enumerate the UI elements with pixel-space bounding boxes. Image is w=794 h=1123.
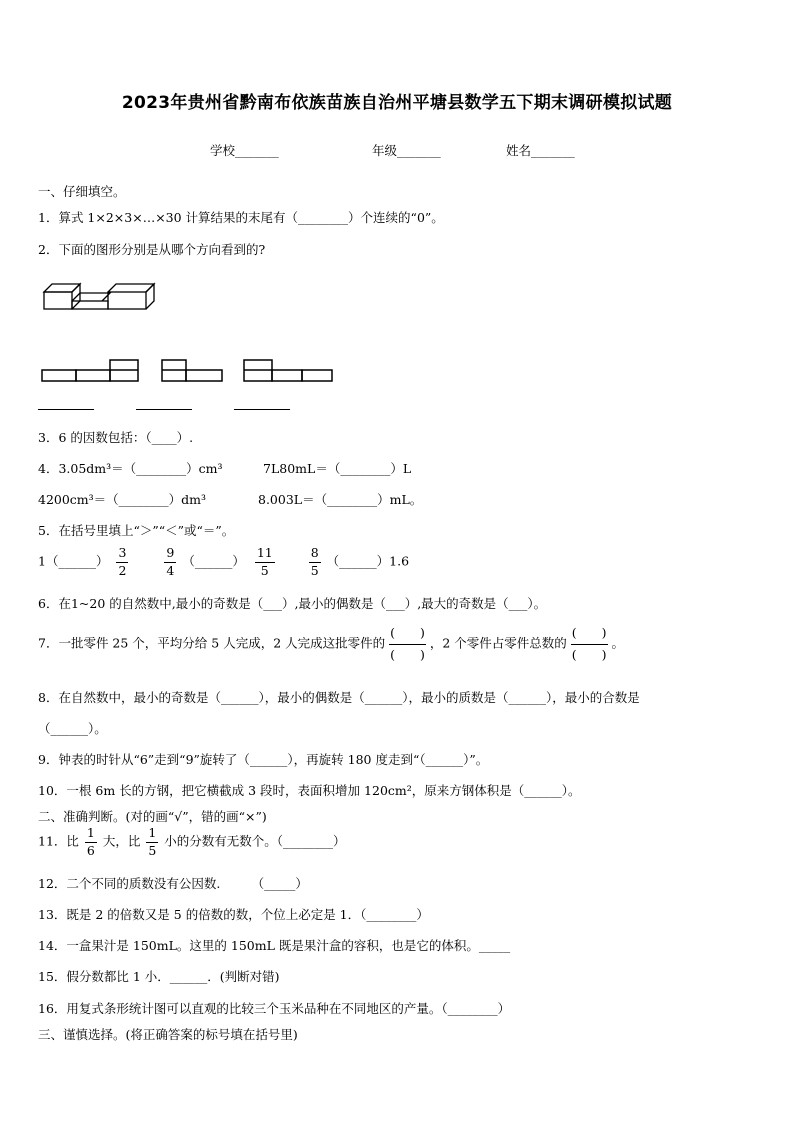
section-3-heading: 三、谨慎选择。(将正确答案的标号填在括号里): [38, 1027, 298, 1042]
numerator: 11: [255, 547, 275, 563]
numerator-blank[interactable]: ( ): [571, 625, 608, 645]
question-4a: 4．3.05dm³＝（________）cm³: [38, 461, 223, 476]
question-5: 5．在括号里填上“＞”“＜”或“＝”。: [38, 523, 235, 538]
grade-field: 年级_______: [372, 143, 441, 158]
question-9: 9．钟表的时针从“6”走到“9”旋转了（______），再旋转 180 度走到“（______）”。: [38, 752, 489, 767]
question-10: 10．一根 6m 长的方钢，把它横截成 3 段时，表面积增加 120cm²，原来方钢体积是（______）。: [38, 783, 581, 798]
question-14: 14．一盒果汁是 150mL。这里的 150mL 既是果汁盒的容积，也是它的体积。_____: [38, 938, 511, 953]
block-figure-3d: [40, 280, 160, 316]
question-3: 3．6 的因数包括：（____）.: [38, 430, 194, 445]
question-1: 1．算式 1×2×3×…×30 计算结果的末尾有（________）个连续的“0”。: [38, 210, 444, 225]
view-figure-b: [160, 358, 230, 384]
question-2: 2．下面的图形分别是从哪个方向看到的?: [38, 242, 266, 257]
answer-line-c[interactable]: [234, 409, 290, 410]
q5-blank-3: （______）1.6: [326, 553, 410, 569]
q11-fraction-1: [85, 827, 97, 857]
question-12: 12．二个不同的质数没有公因数. （_____）: [38, 876, 308, 891]
q5-fraction-2: [164, 547, 176, 577]
numerator: 3: [116, 547, 128, 563]
view-figure-a: [40, 358, 140, 384]
question-8-line-1: 8．在自然数中，最小的奇数是（______），最小的偶数是（______），最小的质数是（______），最小的合数是: [38, 690, 640, 705]
denominator: 6: [86, 842, 95, 858]
page-title: 2023年贵州省黔南布依族苗族自治州平塘县数学五下期末调研模拟试题: [121, 93, 673, 113]
q5-blank-2: （______）: [182, 553, 245, 569]
question-7: [38, 625, 624, 663]
name-field: 姓名_______: [506, 143, 575, 158]
view-figure-c: [242, 358, 342, 384]
denominator: 5: [260, 562, 269, 578]
question-11: [38, 827, 346, 857]
question-6: 6．在1~20 的自然数中,最小的奇数是（___）,最小的偶数是（___）,最大的奇数是（___）。: [38, 596, 547, 611]
q11-text-start: 11．比: [38, 833, 79, 849]
q7-text-end: 。: [611, 635, 625, 651]
section-1-heading: 一、仔细填空。: [38, 184, 126, 199]
denominator-blank[interactable]: ( ): [571, 646, 607, 662]
q11-text-mid: 大，比: [102, 833, 141, 849]
denominator: 5: [310, 562, 319, 578]
numerator: 1: [85, 827, 97, 843]
q7-text-start: 7．一批零件 25 个，平均分给 5 人完成，2 人完成这批零件的: [38, 635, 386, 651]
numerator: 8: [309, 547, 321, 563]
q5-fraction-4: [309, 547, 321, 577]
question-15: 15．假分数都比 1 小．______．(判断对错): [38, 969, 280, 984]
numerator: 1: [146, 827, 158, 843]
q5-row: [38, 547, 409, 577]
q7-fraction-blank-2[interactable]: [571, 625, 608, 663]
question-8-line-2: （______）。: [38, 721, 107, 736]
q5-blank-1: 1（______）: [38, 553, 109, 569]
denominator: 5: [148, 842, 157, 858]
q7-fraction-blank-1[interactable]: [389, 625, 426, 663]
question-16: 16．用复式条形统计图可以直观的比较三个玉米品种在不同地区的产量。（________）: [38, 1001, 511, 1016]
denominator: 4: [166, 562, 175, 578]
section-2-heading: 二、准确判断。(对的画“√”，错的画“×”): [38, 809, 267, 824]
question-13: 13．既是 2 的倍数又是 5 的倍数的数，个位上必定是 1．（________）: [38, 907, 429, 922]
numerator: 9: [164, 547, 176, 563]
q11-fraction-2: [146, 827, 158, 857]
denominator: 2: [118, 562, 127, 578]
school-field: 学校_______: [210, 143, 279, 158]
q11-text-end: 小的分数有无数个。（________）: [164, 833, 346, 849]
denominator-blank[interactable]: ( ): [390, 646, 425, 662]
question-4c: 4200cm³＝（________）dm³: [38, 492, 207, 507]
q5-fraction-1: [116, 547, 128, 577]
numerator-blank[interactable]: ( ): [389, 625, 426, 645]
question-4d: 8.003L＝（________）mL。: [258, 492, 423, 507]
question-4b: 7L80mL＝（________）L: [263, 461, 412, 476]
q5-fraction-3: [255, 547, 275, 577]
answer-line-a[interactable]: [38, 409, 94, 410]
q7-text-mid: ，2 个零件占零件总数的: [429, 635, 567, 651]
answer-line-b[interactable]: [136, 409, 192, 410]
